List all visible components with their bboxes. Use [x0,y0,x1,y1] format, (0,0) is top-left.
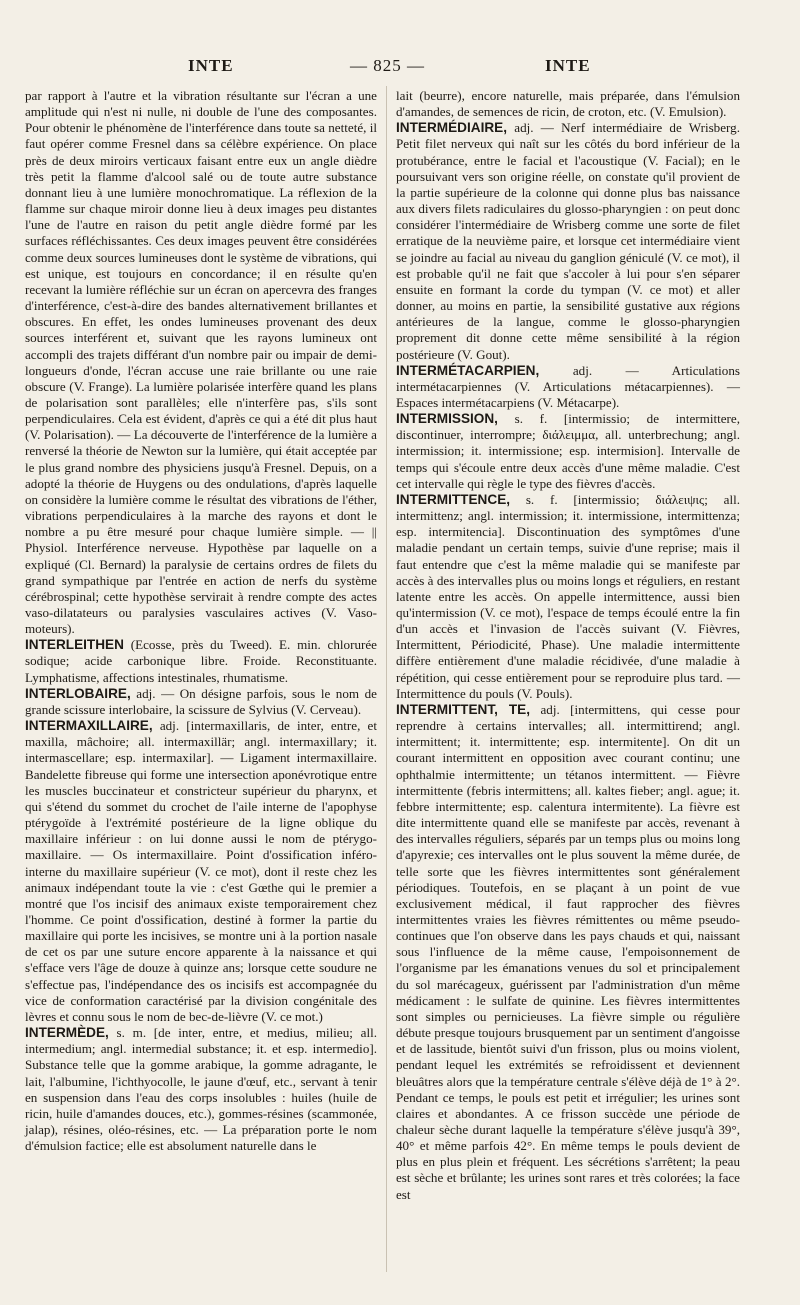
entry-text: adj. [intermittens, qui cesse pour reprendre à certains intervalles; all. intermittirend; angl. intermittent; it. intermittente; esp. intermitente]. On dit un courant intermittent en opposition avec courant continu; une ophthalmie intermittente; un tétanos intermittent. — Fièvre intermittente (febris intermittens; all. kaltes fieber; angl. ague; it. febbre intermittente; esp. calentura intermitente). La fièvre est dite intermittente quand elle se manifeste par accès, revenant à des intervalles réguliers, séparés par un temps plus ou moins long d'apyrexie; ces intervalles ont le plus souvent la même durée, de telle sorte que les fièvres intermittentes sont généralement périodiques. Toutefois, en se plaçant à un point de vue exclusivement médical, il faut rapprocher des fièvres intermittentes vraies les fièvres rémittentes ou même pseudo-continues que l'on observe dans les pays chauds et qui, naissant sous l'influence de la même cause, l'empoisonnement de l'organisme par les émanations venues du sol et principalement du sol marécageux, guérissent par l'administration d'un même médicament : le sulfate de quinine. Les fièvres intermittentes sont simples ou pernicieuses. La fièvre simple ou régulière débute presque toujours brusquement par un sentiment d'angoisse et de lassitude, bientôt suivi d'un frisson, plus ou moins violent, pendant lequel les extrémités se refroidissent et deviennent bleuâtres alors que la température centrale s'élève déjà de 1° à 2°. Pendant ce temps, le pouls est petit et irrégulier; les urines sont claires et abondantes. A ce frisson succède une période de chaleur sèche durant laquelle la température s'élève jusqu'à 39°, 40° et même parfois 42°. En même temps le pouls devient de plus en plus plein et fréquent. Les sécrétions s'arrêtent; la peau est sèche et brûlante; les urines sont rares et très colorées; la face est [396,701,740,1202]
entry-text: s. f. [intermissio; de intermittere, discontinuer, interrompre; διάλειμμα, all. unterbrechung; angl. intermission; it. intermissione; esp. intermision]. Intervalle de temps qui s'écoule entre deux accès d'une même maladie. C'est cet intervalle qui règle le type des fièvres d'accès. [396,411,740,491]
right-column [396,88,740,1203]
page-number: — 825 — [350,56,425,75]
header-left-guideword: INTE [188,56,234,75]
entry-text: adj. — Nerf intermédiaire de Wrisberg. Petit filet nerveux qui naît sur les côtés du bord inférieur de la protubérance, entre le facial et l'acoustique (V. Facial); en le poursuivant vers son origine réelle, on constate qu'il provient de la partie supérieure de la colonne qui donne plus bas naissance aux divers filets radiculaires du glosso-pharyngien : on peut donc considérer l'intermédiaire de Wrisberg comme une sorte de filet erratique de la neuvième paire, et lorsque cet intermédiaire vient se joindre au facial au niveau du ganglion géniculé (V. ce mot), il est probable qu'il ne fait que s'accoler à lui pour s'en séparer ensuite en formant la corde du tympan (V. ce mot) et aller donner, au moins en partie, la sensibilité gustative aux régions antérieures de la langue, comme le glosso-pharyngien proprement dit donne cette même sensibilité à la région postérieure (V. Gout). [396,120,740,362]
headword: INTERMÉDIAIRE, [396,120,508,136]
header-right-guideword: INTE [545,56,591,75]
entry-intermede [25,1025,377,1154]
entry-intermission [396,411,740,492]
headword: INTERMITTENT, TE, [396,701,531,717]
entry-text: s. f. [intermissio; διάλειψις; all. intermittenz; angl. intermission; it. intermissione, intermittenza; esp. intermitencia]. Discontinuation des symptômes d'une maladie pendant un certain temps, suivie d'une reprise; mais il faut entendre que c'est la même maladie qui se manifeste par accès à des intervalles plus ou moins longs et réguliers, en restant latente entre les accès. On appelle intermittence, aussi bien qu'intermission (V. ce mot), l'espace de temps écoulé entre la fin d'un accès et l'invasion de l'accès suivant (V. Fièvres, Intermittent, Périodicité, Phase). Une maladie intermittente diffère entièrement d'une maladie récidivée, d'une maladie à répétition, qui cesse entièrement pour se reproduire plus tard. — Intermittence du pouls (V. Pouls). [396,491,740,701]
entry-interlobaire [25,686,377,718]
headword: INTERLOBAIRE, [25,685,131,701]
intermede-entry-continuation: lait (beurre), encore naturelle, mais préparée, dans l'émulsion d'amandes, de semences de ricin, de croton, etc. (V. Emulsion). [396,88,740,120]
headword: INTERMAXILLAIRE, [25,718,153,734]
entry-text: (Ecosse, près du Tweed). E. min. chlorurée sodique; acide carbonique libre. Froide. Reconstituante. Lymphatisme, affections intestinales, rhumatisme. [25,637,377,685]
entry-intermediaire [396,120,740,362]
running-header [0,56,800,78]
entry-intermaxillaire [25,718,377,1025]
entry-text: adj. [intermaxillaris, de inter, entre, et maxilla, mâchoire; all. intermaxillär; angl. intermaxillary; it. intermascellare; esp. intermaxilar]. — Ligament intermaxillaire. Bandelette fibreuse qui forme une intersection aponévrotique entre les muscles buccinateur et constricteur supérieur du pharynx, et qui s'étend du sommet du crochet de l'aile interne de l'apophyse ptérygoïde à l'extrémité postérieure de la ligne oblique du maxillaire inférieur : on lui donne aussi le nom de ptérygo-maxillaire. — Os intermaxillaire. Point d'ossification inféro-interne du maxillaire supérieur (V. ce mot), dont il reste chez les animaux indépendant toute la vie : c'est Gœthe qui le premier a montré que l'os incisif des animaux existe temporairement chez l'homme. Ce point d'ossification, destiné à former la partie du maxillaire qui porte les incisives, se montre uni à la portion nasale de cet os par une suture encore apparente à la naissance et qui s'efface vers l'âge de douze à quinze ans; lorsque cette soudure ne s'effectue pas, l'indépendance des os incisifs est accompagnée du vice de conformation caractérisé par la division congénitale des lèvres et connu sous le nom de bec-de-lièvre (V. ce mot.) [25,718,377,1024]
interference-entry-continuation: par rapport à l'autre et la vibration résultante sur l'écran a une amplitude qui n'est ni nulle, ni double de l'une des composantes. Pour obtenir le phénomène de l'interférence dans toute sa netteté, il faut opérer comme Fresnel dans sa célèbre expérience. On place près de deux miroirs verticaux faisant entre eux un angle dièdre très petit la flamme d'alcool salé ou de toute autre substance donnant lieu à une lumière monochromatique. La réflexion de la flamme sur chaque miroir donne lieu à deux images peu distantes l'une de l'autre en raison du petit angle dièdre formé par les surfaces réfléchissantes. Ces deux images peuvent être considérées comme deux sources lumineuses dont le système de vibrations, qui est unique, est toujours en concordance; il en résulte qu'en recevant la lumière réfléchie sur un écran on apercevra des franges d'interférence, c'est-à-dire des bandes alternativement brillantes et obscures. En effet, les ondes lumineuses provenant des deux sources interférent et, suivant que les rayons lumineux ont accompli des trajets différant d'un nombre pair ou impair de demi-longueurs d'onde, l'écran accuse une raie brillante ou une raie obscure (V. Frange). La lumière polarisée interfère quand les plans de polarisation sont parallèles; elle n'interfère pas, s'ils sont perpendiculaires. Cela est évident, d'après ce qui a été dit plus haut (V. Polarisation). — La découverte de l'interférence de la lumière a renversé la théorie de Newton sur la lumière, qui était acceptée par le plus grand nombre des physiciens jusqu'à Fresnel. Depuis, on a adopté la théorie de Huygens ou des ondulations, d'après laquelle on considère la lumière comme le résultat des vibrations de l'éther, vibrations perpendiculaires à la marche des rayons et dont le nombre a pu être mesuré pour chaque lumière simple. — || Physiol. Interférence nerveuse. Hypothèse par laquelle on a expliqué (Cl. Bernard) la paralysie de certains ordres de filets du grand sympathique par l'entrée en action de nerfs du système cérébrospinal; cette hypothèse servirait à rendre compte des actes vaso-dilatateurs ou paralysies vasculaires actives (V. Vaso-moteurs). [25,88,377,637]
entry-text: s. m. [de inter, entre, et medius, milieu; all. intermedium; angl. intermedial substance; it. et esp. intermedio]. Substance telle que la gomme arabique, la gomme adragante, le lait, l'albumine, l'ichthyocolle, le jaune d'œuf, etc., servant à tenir en suspension dans l'eau des corps insolubles : huiles (huile de ricin, huile d'amandes douces, etc.), gommes-résines (scammonée, jalap), résines, oléo-résines, etc. — La préparation porte le nom d'émulsion factice; elle est absolument naturelle dans le [25,1025,377,1154]
headword: INTERLEITHEN [25,637,124,653]
entry-text: adj. — Articulations intermétacarpiennes (V. Articulations métacarpiennes). — Espaces intermétacarpiens (V. Métacarpe). [396,362,740,410]
entry-text: adj. — On désigne parfois, sous le nom de grande scissure interlobaire, la scissure de Sylvius (V. Cerveau). [25,685,377,717]
headword: INTERMISSION, [396,411,498,427]
headword: INTERMÉTACARPIEN, [396,362,540,378]
headword: INTERMÈDE, [25,1025,109,1041]
entry-intermittence [396,492,740,702]
headword: INTERMITTENCE, [396,491,511,507]
entry-intermetacarpien [396,363,740,411]
column-divider [386,86,387,1272]
left-column [25,88,377,1154]
entry-interleithen [25,637,377,685]
entry-intermittent [396,702,740,1203]
